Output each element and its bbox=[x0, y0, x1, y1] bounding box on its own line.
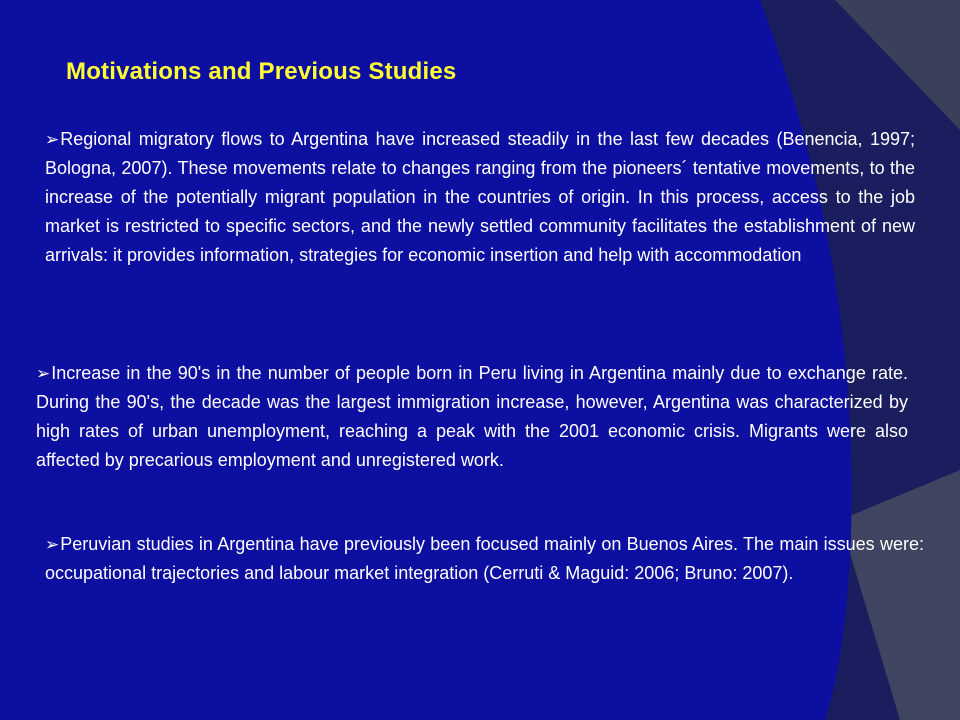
arrow-bullet-icon: ➢ bbox=[45, 130, 60, 149]
bullet-paragraph-1 bbox=[45, 125, 915, 270]
bullet-text: Peruvian studies in Argentina have previously been focused mainly on Buenos Aires. The main issues were: occupational trajectories and labour market integration (Cerruti & Maguid: 2006; Bruno: 2007). bbox=[45, 534, 924, 583]
arrow-bullet-icon: ➢ bbox=[36, 364, 51, 383]
slide-title: Motivations and Previous Studies bbox=[66, 58, 457, 85]
bullet-paragraph-3 bbox=[45, 530, 924, 588]
bullet-text: Regional migratory flows to Argentina have increased steadily in the last few decades (Benencia, 1997; Bologna, 2007). These movements relate to changes ranging from the pioneers´ tentative movements, to the increase of the potentially migrant population in the countries of origin. In this process, access to the job market is restricted to specific sectors, and the newly settled community facilitates the establishment of new arrivals: it provides information, strategies for economic insertion and help with accommodation bbox=[45, 129, 915, 265]
bullet-text: Increase in the 90's in the number of people born in Peru living in Argentina mainly due to exchange rate. During the 90's, the decade was the largest immigration increase, however, Argentina was characterized by high rates of urban unemployment, reaching a peak with the 2001 economic crisis. Migrants were also affected by precarious employment and unregistered work. bbox=[36, 363, 908, 470]
arrow-bullet-icon: ➢ bbox=[45, 535, 60, 554]
bullet-paragraph-2 bbox=[36, 359, 908, 475]
